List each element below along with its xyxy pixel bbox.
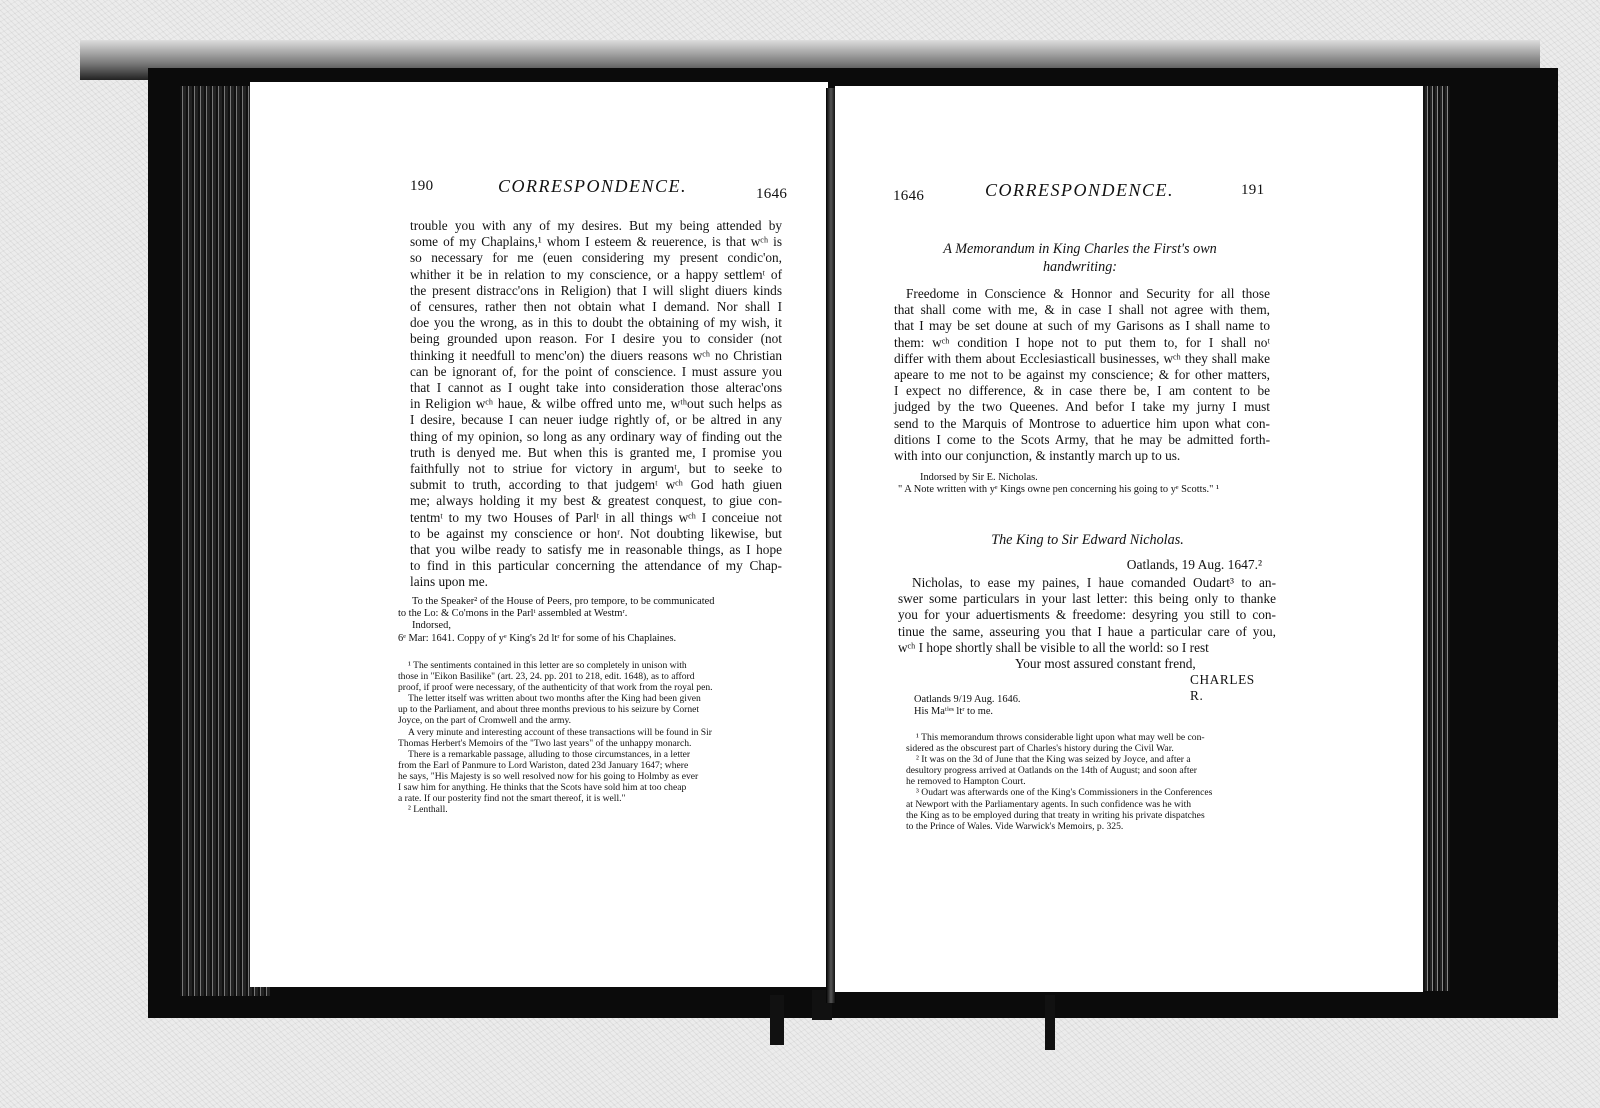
footnote-line: There is a remarkable passage, alluding to those circumstances, in a letter	[408, 748, 691, 760]
page-number: 191	[1241, 182, 1265, 198]
right-running-head	[893, 180, 1273, 204]
endorsement-line: His Maᵗⁱᵉˢ ltʳ to me.	[914, 706, 994, 718]
memorandum-line: that I may be set doune at such of my Garisons as I shall name to	[894, 318, 1270, 334]
letter-dateline: Oatlands, 19 Aug. 1647.²	[1126, 557, 1262, 572]
letter-line: some of my Chaplains,¹ whom I esteem & reuerence, is that wᶜʰ is	[410, 234, 782, 250]
memorandum-line: ditions I come to the Scots Army, that he may be admitted forth-	[894, 431, 1270, 447]
footnote-line: ² Lenthall.	[408, 804, 448, 816]
running-year: 1646	[893, 188, 925, 204]
memorandum-line: apeare to me not to be against my conscience; & for other matters,	[894, 367, 1270, 383]
footnote-line: ¹ This memorandum throws considerable light upon what may well be con-	[916, 732, 1205, 743]
letter-line: you for your aduertisments & freedome: desyring you still to con-	[898, 607, 1276, 623]
memorandum-line: send to the Marquis of Montrose to aduertice him upon what con-	[894, 415, 1270, 431]
letter-heading: The King to Sir Edward Nicholas.	[991, 532, 1184, 548]
letter-line: that you wilbe ready to satisfy me in reasonable things, as I hope	[410, 542, 782, 558]
footnote-line: he removed to Hampton Court.	[906, 776, 1026, 788]
footnote-line: the King as to be employed during that treaty in writing his private dispatches	[906, 809, 1205, 821]
letter-line: in Religion wᶜʰ haue, & wilbe offred unto me, wᵗʰout such helps as	[410, 396, 782, 412]
ribbon-marker	[1045, 995, 1055, 1050]
letter-line: to find in this particular concerning the attendance of my Chap-	[410, 558, 782, 574]
footnote-line: ³ Oudart was afterwards one of the King's Commissioners in the Conferences	[916, 787, 1213, 799]
left-footnotes	[398, 660, 784, 815]
footnote-line: I saw him for anything. He thinks that the Scots have sold him at too cheap	[398, 782, 687, 794]
letter-line: so necessary for me (euen considering my present condic'on,	[410, 250, 782, 266]
footnote-line: desultory progress arrived at Oatlands on the 14th of August; and soon after	[906, 765, 1197, 777]
footnote-line: he says, "His Majesty is so well resolved now for his going to Holmby as ever	[398, 770, 699, 782]
letter-line: faithfully not to striue for victory in argumᵗ, but to seeke to	[410, 461, 782, 477]
memorandum-line: them: wᶜʰ condition I hope not to put them to, for I shall noᵗ	[894, 334, 1270, 350]
left-running-head	[410, 176, 788, 202]
footnote-line: A very minute and interesting account of these transactions will be found in Sir	[408, 726, 712, 738]
letter-line: being grounded upon reason. For I desire you to consider (not	[410, 331, 782, 347]
running-title: CORRESPONDENCE.	[498, 176, 687, 196]
letter-line: tinue the same, asseuring you that I haue a particular care of you,	[898, 623, 1276, 639]
ribbon-marker	[770, 995, 784, 1045]
right-letter-body	[898, 575, 1276, 656]
letter-line: wᶜʰ I hope shortly shall be visible to all the world: so I rest	[898, 639, 1209, 655]
footnote-line: to the Prince of Wales. Vide Warwick's Memoirs, p. 325.	[906, 820, 1124, 832]
letter-line: can be ignorant of, for the point of conscience. I must assure you	[410, 363, 782, 379]
letter-endorsement	[914, 694, 1214, 718]
running-year: 1646	[756, 186, 788, 202]
letter-closing: Your most assured constant frend,	[1015, 656, 1196, 671]
left-letter-body	[410, 218, 782, 591]
footnote-line: ² It was on the 3d of June that the King was seized by Joyce, and after a	[916, 754, 1191, 766]
footnote-line: sidered as the obscurest part of Charles's history during the Civil War.	[906, 743, 1174, 755]
memorandum-line: judged by the two Queenes. And befor I take my jurny I must	[894, 399, 1270, 415]
letter-line: that I cannot as I ought take into consideration those alterac'ons	[410, 380, 782, 396]
letter-line: truth is denyed me. But when this is granted me, I promise you	[410, 444, 782, 460]
footnote-line: The letter itself was written about two months after the King had been given	[408, 693, 701, 705]
memorandum-line: with into our conjunction, & instantly march up to us.	[894, 448, 1181, 464]
footnote-line: from the Earl of Panmure to Lord Wariston, dated 23d January 1647; where	[398, 759, 689, 771]
address-line: Indorsed,	[412, 620, 451, 632]
letter-line: submit to truth, according to that judgemᵗ wᶜʰ God hath giuen	[410, 477, 782, 493]
letter-line: swer some particulars in your last letter: this being only to thanke	[898, 591, 1276, 607]
footnote-line: proof, if proof were necessary, of the authenticity of that work from the royal pen.	[398, 682, 713, 694]
letter-line: thing of my opinion, so long as any ordinary way of finding out the	[410, 428, 782, 444]
letter-line: Nicholas, to ease my paines, I haue comanded Oudart³ to an-	[912, 575, 1276, 590]
footnote-line: Joyce, on the part of Cromwell and the army.	[398, 715, 572, 727]
letter-line: whither it be in relation to my conscience, or a happy settlemᵗ of	[410, 266, 782, 282]
memorandum-line: that shall come with me, & in case I shall not agree with them,	[894, 302, 1270, 318]
letter-line: I desire, because I can neuer iudge rightly of, or be altred in any	[410, 412, 782, 428]
address-line: 6ᵉ Mar: 1641. Coppy of yᵉ King's 2d ltʳ for some of his Chaplaines.	[398, 632, 677, 644]
memorandum-line: differ with them about Ecclesiasticall businesses, wᶜʰ they shall make	[894, 350, 1270, 366]
footnote-line: those in "Eikon Basilike" (art. 23, 24. pp. 201 to 218, edit. 1648), as to afford	[398, 671, 695, 683]
running-title: CORRESPONDENCE.	[985, 180, 1174, 200]
footnote-line: up to the Parliament, and about three months previous to his seizure by Cornet	[398, 704, 700, 716]
right-footnotes	[906, 732, 1280, 832]
footnote-line: Thomas Herbert's Memoirs of the "Two last years" of the unhappy monarch.	[398, 737, 692, 749]
letter-signature: CHARLES R.	[1190, 672, 1255, 704]
memorandum-heading-line: handwriting:	[1042, 259, 1118, 275]
footnote-line: ¹ The sentiments contained in this letter are so completely in unison with	[408, 660, 687, 671]
memorandum-line: I expect no difference, & in case there be, I am content to be	[894, 383, 1270, 399]
letter-line: doe you the wrong, as in this to doubt the obtaining of my wish, it	[410, 315, 782, 331]
left-letter-address	[398, 596, 782, 645]
endorsement-line: " A Note written with yᵉ Kings owne pen concerning his going to yᵉ Scotts." ¹	[898, 484, 1220, 496]
footnote-line: a rate. If our posterity find not the smart thereof, it is well."	[398, 793, 626, 805]
letter-line: the present distracc'ons in Religion) that I will slight diuers kinds	[410, 282, 782, 298]
letter-line: thinking it needfull to menc'on) the diuers reasons wᶜʰ no Christian	[410, 347, 782, 363]
letter-line: of censures, rather then not obtain what I demand. Nor shall I	[410, 299, 782, 315]
memorandum-heading-line: A Memorandum in King Charles the First's own	[943, 241, 1217, 257]
letter-line: lains upon me.	[410, 574, 488, 590]
memorandum-body	[894, 286, 1270, 464]
page-number: 190	[410, 178, 434, 194]
footnote-line: at Newport with the Parliamentary agents. In such confidence was he with	[906, 798, 1192, 810]
memorandum-heading	[895, 240, 1265, 276]
letter-line: to be against my conscience or honʳ. Not doubting likewise, but	[410, 525, 782, 541]
letter-line: me; always holding it my best & greatest conquest, to giue con-	[410, 493, 782, 509]
endorsement-line: Indorsed by Sir E. Nicholas.	[920, 472, 1038, 483]
letter-line: trouble you with any of my desires. But my being attended by	[410, 218, 782, 233]
memorandum-line: Freedome in Conscience & Honnor and Security for all those	[906, 286, 1270, 301]
address-line: to the Lo: & Co'mons in the Parlᵗ assembled at Westmʳ.	[398, 608, 628, 620]
endorsement-line: Oatlands 9/19 Aug. 1646.	[914, 694, 1021, 705]
letter-line: tentmᵗ to my two Houses of Parlᵗ in all things wᶜʰ I conceiue not	[410, 509, 782, 525]
memorandum-endorsement	[898, 472, 1276, 496]
address-line: To the Speaker² of the House of Peers, pro tempore, to be communicated	[412, 596, 715, 607]
